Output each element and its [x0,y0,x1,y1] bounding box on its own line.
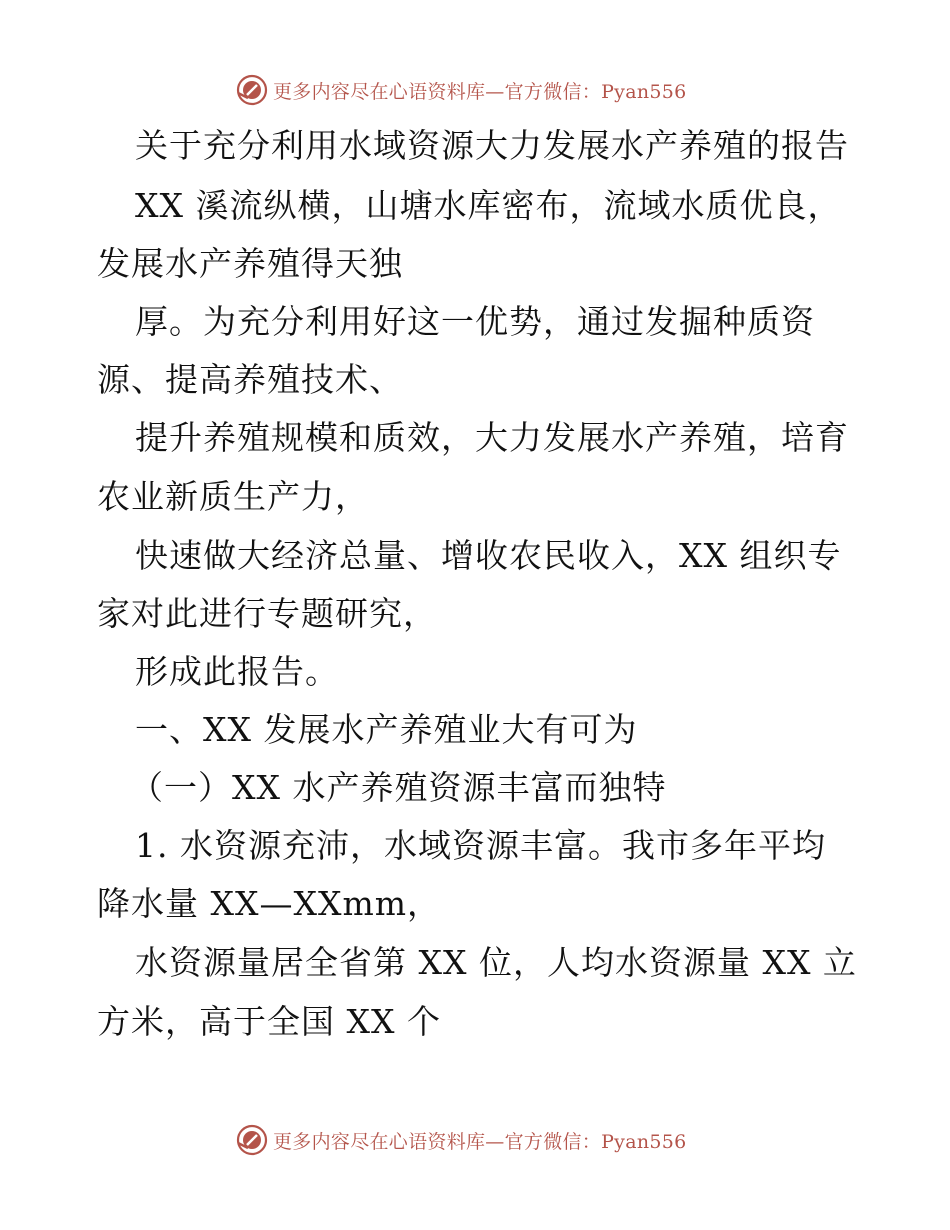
paragraph-line: 厚。为充分利用好这一优势，通过发掘种质资 [135,302,815,341]
paragraph-line: 家对此进行专题研究， [97,594,437,633]
pen-logo-icon [235,73,269,107]
paragraph-line: 提升养殖规模和质效，大力发展水产养殖，培育 [135,418,849,457]
paragraph-line: 水资源量居全省第 XX 位，人均水资源量 XX 立 [135,943,857,982]
paragraph-line: 农业新质生产力， [97,477,369,516]
paragraph-line: 降水量 XX—XXmm， [97,884,442,923]
paragraph-line: 源、提高养殖技术、 [97,360,403,399]
watermark-footer [235,1122,715,1158]
subsection-heading: （一）XX 水产养殖资源丰富而独特 [130,768,667,807]
doc-title: 关于充分利用水域资源大力发展水产养殖的报告 [135,126,849,165]
watermark-header [235,72,715,108]
paragraph-line: 形成此报告。 [135,652,339,691]
paragraph-line: 方米，高于全国 XX 个 [97,1002,441,1041]
paragraph-line: 快速做大经济总量、增收农民收入，XX 组织专 [135,536,842,575]
pen-logo-icon [235,1123,269,1157]
section-heading: 一、XX 发展水产养殖业大有可为 [135,710,638,749]
paragraph-line: 1. 水资源充沛，水域资源丰富。我市多年平均 [135,826,826,865]
paragraph-line: XX 溪流纵横，山塘水库密布，流域水质优良， [135,186,842,225]
watermark-text: 更多内容尽在心语资料库—官方微信：Pyan556 [273,1130,687,1153]
watermark-text: 更多内容尽在心语资料库—官方微信：Pyan556 [273,80,687,103]
paragraph-line: 发展水产养殖得天独 [97,244,403,283]
